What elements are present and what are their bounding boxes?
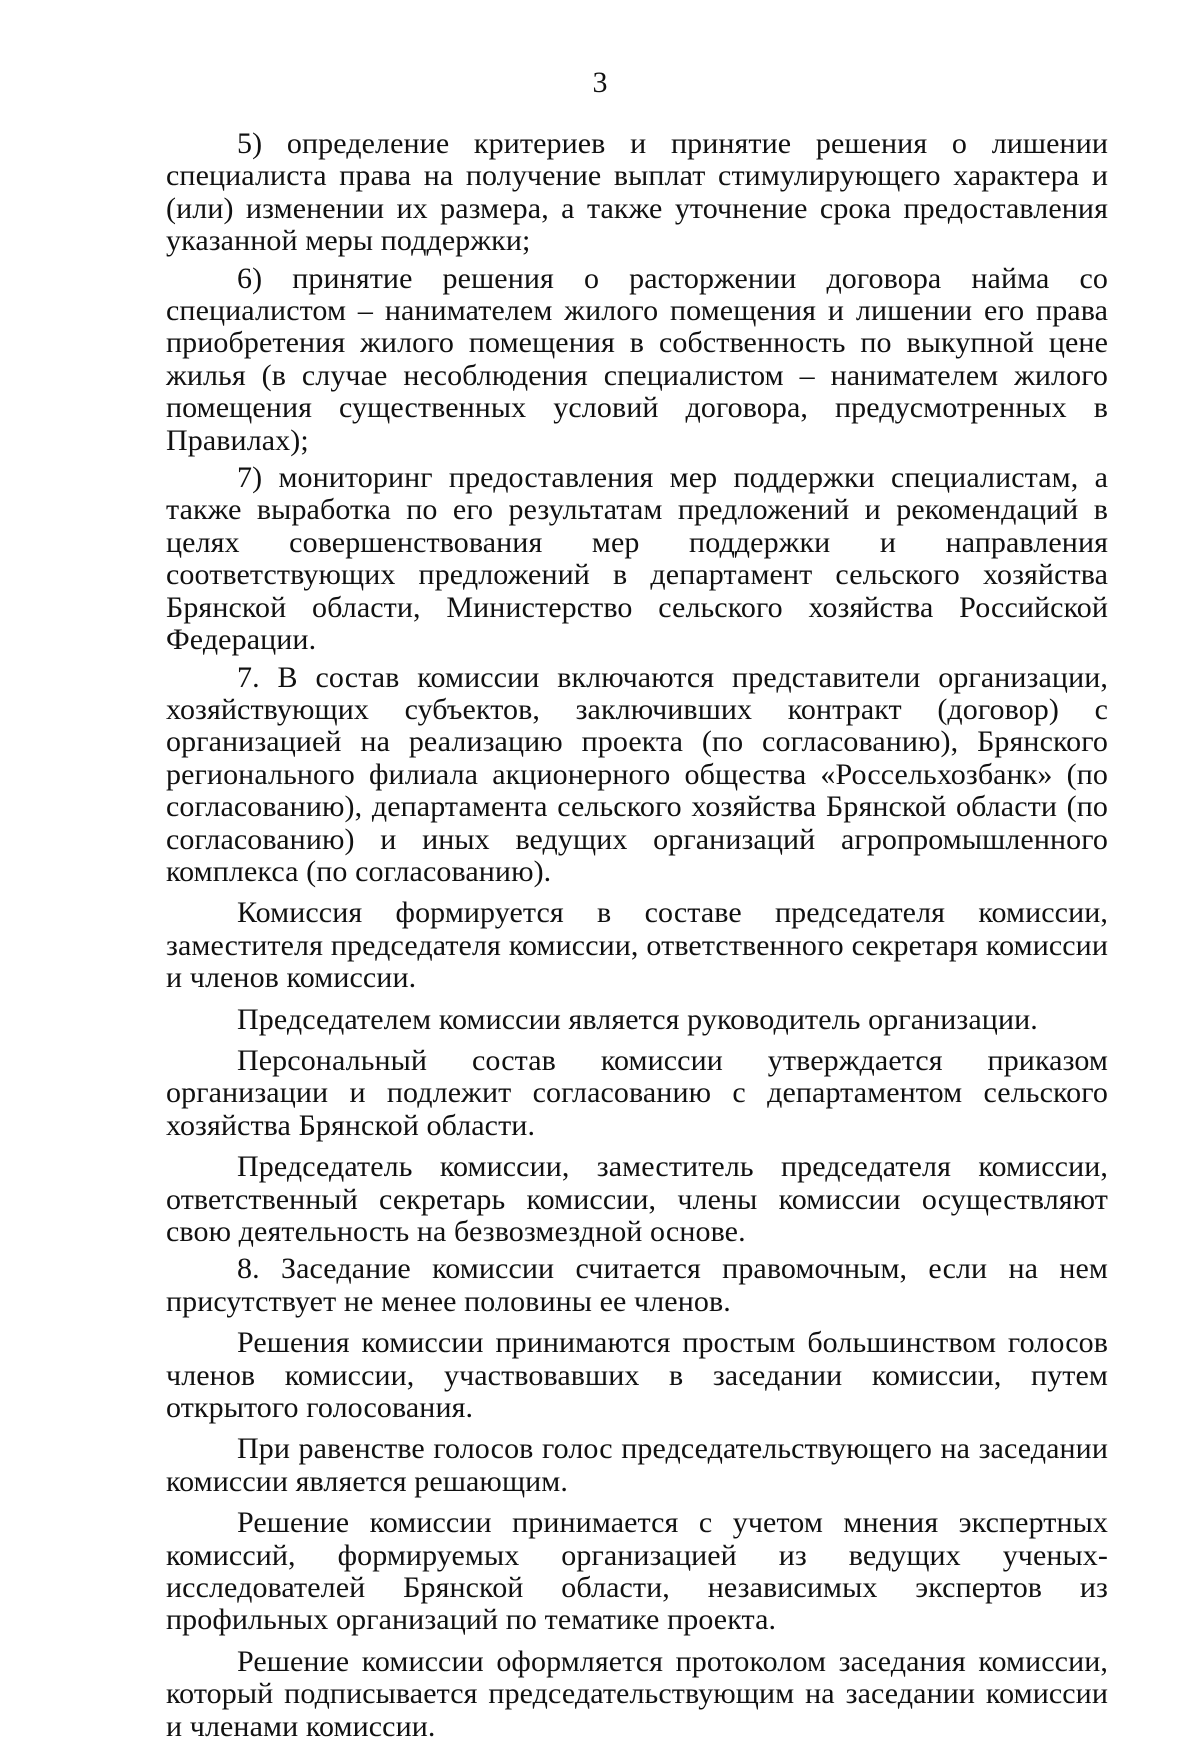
paragraph-chairman: Председателем комиссии является руководитель организации. xyxy=(237,1002,1038,1036)
paragraph-item-5: 5) определение критериев и принятие решения о лишении специалиста права на получение выплат стимулирующего характера и (или) изменении их размера, а также уточнение срока предоставления указанной меры поддержки; xyxy=(166,127,1108,258)
paragraph-equal-votes: При равенстве голосов голос председательствующего на заседании комиссии является решающим. xyxy=(166,1432,1108,1498)
paragraph-commission-composition: Комиссия формируется в составе председателя комиссии, заместителя председателя комиссии, ответственного секретаря комиссии и членов комиссии. xyxy=(166,896,1108,995)
paragraph-clause-8: 8. Заседание комиссии считается правомочным, если на нем присутствует не менее половины ее членов. xyxy=(166,1252,1108,1318)
paragraph-gratuitous-basis: Председатель комиссии, заместитель председателя комиссии, ответственный секретарь комиссии, члены комиссии осуществляют свою деятельность на безвозмездной основе. xyxy=(166,1150,1108,1248)
paragraph-clause-7: 7. В состав комиссии включаются представители организации, хозяйствующих субъектов, заключивших контракт (договор) с организацией на реализацию проекта (по согласованию), Брянского регионального филиала акционерного общества «Россельхозбанк» (по согласованию), департамента сельского хозяйства Брянской области (по согласованию) и иных ведущих организаций агропромышленного комплекса (по согласованию). xyxy=(166,660,1108,888)
document-body xyxy=(166,128,1108,1743)
page-number: 3 xyxy=(592,66,608,99)
paragraph-expert-opinion: Решение комиссии принимается с учетом мнения экспертных комиссий, формируемых организацией из ведущих ученых-исследователей Брянской области, независимых экспертов из профильных организаций по тематике проекта. xyxy=(166,1506,1108,1637)
paragraph-personal-composition: Персональный состав комиссии утверждается приказом организации и подлежит согласованию с департаментом сельского хозяйства Брянской области. xyxy=(166,1043,1108,1142)
paragraph-item-7: 7) мониторинг предоставления мер поддержки специалистам, а также выработка по его результатам предложений и рекомендаций в целях совершенствования мер поддержки и направления соответствующих предложений в департамент сельского хозяйства Брянской области, Министерство сельского хозяйства Российской Федерации. xyxy=(166,461,1108,657)
paragraph-protocol: Решение комиссии оформляется протоколом заседания комиссии, который подписывается председательствующим на заседании комиссии и членами комиссии. xyxy=(166,1644,1108,1743)
paragraph-decisions-voting: Решения комиссии принимаются простым большинством голосов членов комиссии, участвовавших в заседании комиссии, путем открытого голосования. xyxy=(166,1326,1108,1425)
paragraph-item-6: 6) принятие решения о расторжении договора найма со специалистом – нанимателем жилого помещения и лишении его права приобретения жилого помещения в собственность по выкупной цене жилья (в случае несоблюдения специалистом – нанимателем жилого помещения существенных условий договора, предусмотренных в Правилах); xyxy=(166,261,1108,457)
